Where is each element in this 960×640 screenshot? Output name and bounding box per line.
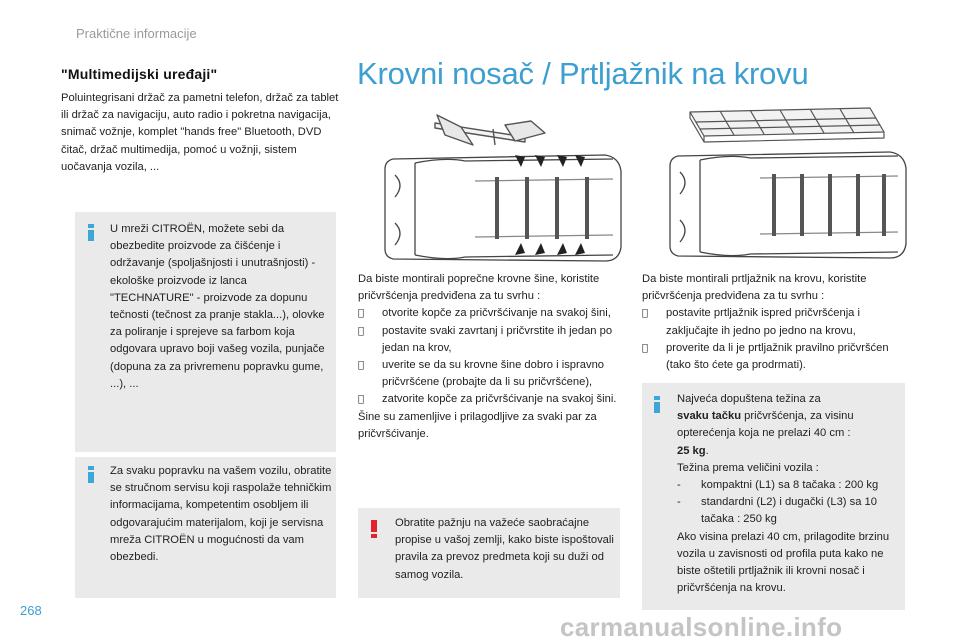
list-item — [358, 305, 620, 322]
multimedia-heading: "Multimedijski uređaji" — [61, 66, 218, 82]
roof-carrier-illustration — [660, 102, 910, 262]
by-size-label: Težina prema veličini vozila : — [677, 461, 819, 474]
roof-bars-illustration — [375, 105, 625, 263]
roof-carrier-instructions — [642, 271, 906, 374]
info-box-products-text: U mreži CITROËN, možete sebi da obezbedite proizvode za čišćenje i održavanje (spoljašnjosti i unutrašnjosti) - ekološke proizvode iz lanca "TECHNATURE" - proizvode za dopunu tečnosti (tečnost za pranje stakla...), olovke za poliranje i sprejeve sa farbom koja odgovara upravo boji vašeg vozila, punjače (dopuna za za privremenu popravku gume, ...), ... — [110, 223, 325, 390]
max-load — [677, 443, 901, 460]
load-line-2 — [677, 408, 901, 442]
warning-text: Obratite pažnju na važeće saobraćajne propise u vašoj zemlji, kako biste ispoštovali pravila za prevoz predmeta koji su duži od samog vozila. — [395, 517, 614, 581]
page-number: 268 — [20, 603, 42, 618]
info-icon — [88, 466, 94, 483]
bullet-square-icon — [358, 323, 364, 340]
step-text: otvorite kopče za pričvršćivanje na svakoj šini, — [382, 307, 611, 320]
load-line-2-rest: pričvršćenja, za visinu opterećenja koja ne prelazi 40 cm : — [677, 410, 854, 440]
step-text: proverite da li je prtljažnik pravilno pričvršćen (tako što ćete ga prodrmati). — [666, 341, 889, 372]
bullet-square-icon — [642, 305, 648, 322]
list-item — [677, 494, 901, 528]
limit-text: standardni (L2) i dugački (L3) sa 10 tačaka : 250 kg — [701, 496, 877, 526]
page-title: Krovni nosač / Prtljažnik na krovu — [357, 56, 809, 91]
load-note: Ako visina prelazi 40 cm, prilagodite brzinu vozila u zavisnosti od profila puta kako ne biste oštetili prtljažnik ili krovni nosač i pričvršćenja na krovu. — [677, 530, 890, 595]
step-text: zatvorite kopče za pričvršćivanje na svakoj šini. — [382, 393, 617, 406]
max-load-value: 25 kg — [677, 444, 706, 457]
info-box-service-text: Za svaku popravku na vašem vozilu, obratite se stručnom servisu koji raspolaže tehničkim informacijama, kompetentim osobljem ili odgovarajućim materijalom, koji je servisna mreža CITROËN u mogućnosti da vam obezbedi. — [110, 465, 332, 564]
roof-bars-outro: Šine su zamenljive i prilagodljive za svaki par za pričvršćivanje. — [358, 410, 597, 440]
limit-text: kompaktni (L1) sa 8 tačaka : 200 kg — [701, 479, 879, 492]
bullet-square-icon — [358, 391, 364, 408]
max-load-suffix: . — [705, 444, 709, 457]
list-item — [358, 357, 620, 391]
warning-icon — [371, 520, 377, 538]
info-icon — [88, 224, 94, 241]
list-item — [642, 305, 906, 339]
roof-carrier-steps — [642, 305, 906, 374]
load-line-1: Najveća dopuštena težina za — [677, 393, 821, 405]
info-icon — [654, 396, 660, 413]
dash: - — [677, 479, 681, 492]
roof-bars-intro: Da biste montirali poprečne krovne šine, koristite pričvršćenja predviđena za tu svrhu : — [358, 273, 600, 303]
list-item — [358, 323, 620, 357]
dash: - — [677, 496, 681, 509]
list-item — [677, 477, 901, 494]
step-text: postavite prtljažnik ispred pričvršćenja i zaključajte ih jedno po jedno na krovu, — [666, 307, 860, 337]
multimedia-body: Poluintegrisani držač za pametni telefon, držač za tablet ili držač za navigaciju, auto radio i pokretna navigacija, snimač vožnje, komplet "hands free" Bluetooth, DVD čitač, držač multimedija, pomoć u vožnji, sistem uočavanja vozila, ... — [61, 92, 339, 173]
list-item — [642, 340, 906, 374]
roof-carrier-intro: Da biste montirali prtljažnik na krovu, koristite pričvršćenja predviđena za tu svrhu : — [642, 273, 867, 303]
roof-bars-instructions — [358, 271, 620, 443]
load-info-text — [677, 391, 901, 597]
load-line-2-bold: svaku tačku — [677, 410, 742, 423]
list-item — [358, 391, 620, 408]
bullet-square-icon — [358, 305, 364, 322]
roof-bars-steps — [358, 305, 620, 408]
bullet-square-icon — [642, 340, 648, 357]
step-text: uverite se da su krovne šine dobro i ispravno pričvršćene (probajte da li su pričvršćene), — [382, 359, 605, 389]
running-head: Praktične informacije — [76, 26, 197, 41]
watermark: carmanualsonline.info — [560, 612, 843, 640]
step-text: postavite svaki zavrtanj i pričvrstite ih jedan po jedan na krov, — [382, 324, 613, 354]
bullet-square-icon — [358, 357, 364, 374]
load-limits — [677, 477, 901, 529]
